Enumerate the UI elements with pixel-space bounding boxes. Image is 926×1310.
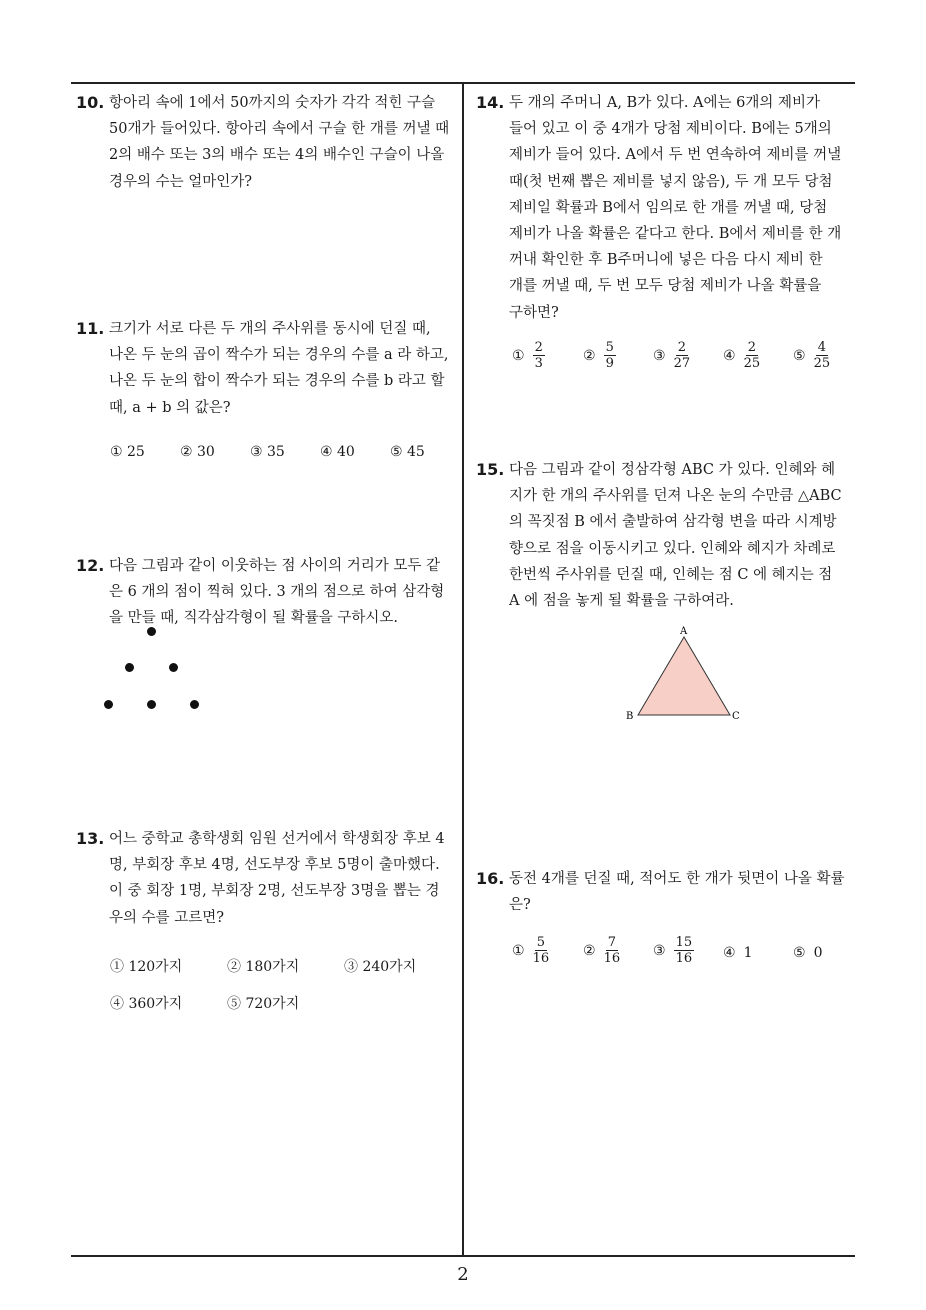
choice-5[interactable]: ⑤ 45 <box>390 444 425 460</box>
question-15 <box>476 457 861 614</box>
choice-3[interactable] <box>653 340 690 371</box>
choice-3[interactable]: ③ 240가지 <box>344 959 417 975</box>
numerator: 2 <box>677 340 686 355</box>
dot <box>169 663 178 672</box>
choice-5[interactable] <box>793 945 822 961</box>
choice-value: 1 <box>743 945 753 961</box>
question-12 <box>76 553 456 632</box>
choice-2[interactable]: ② 180가지 <box>227 959 300 975</box>
question-text: 동전 4개를 던질 때, 적어도 한 개가 뒷면이 나올 확률 은? <box>509 871 845 914</box>
bottom-rule <box>71 1255 855 1257</box>
question-number: 13. <box>76 829 105 848</box>
dot <box>125 663 134 672</box>
dot <box>190 700 199 709</box>
choice-3[interactable] <box>653 935 694 966</box>
denominator: 9 <box>605 356 614 371</box>
vertex-label-b: B <box>626 711 634 722</box>
choice-mark: ③ <box>653 942 666 959</box>
choice-mark: ④ <box>723 347 736 364</box>
question-text: 항아리 속에 1에서 50까지의 숫자가 각각 적힌 구슬 50개가 들어있다. 항아리 속에서 구슬 한 개를 꺼낼 때 2의 배수 또는 3의 배수 또는 4의 배수인 구슬이 나올 경우의 수는 얼마인가? <box>109 95 450 190</box>
choice-4[interactable]: ④ 40 <box>320 444 355 460</box>
choice-2[interactable] <box>583 935 620 966</box>
question-number: 16. <box>476 869 505 888</box>
question-11 <box>76 316 456 421</box>
fraction <box>533 935 550 966</box>
numerator: 4 <box>817 340 826 355</box>
choice-3[interactable]: ③ 35 <box>250 444 285 460</box>
denominator: 16 <box>603 951 621 966</box>
equilateral-triangle <box>638 637 730 715</box>
question-text: 다음 그림과 같이 이웃하는 점 사이의 거리가 모두 같 은 6 개의 점이 찍혀 있다. 3 개의 점으로 하여 삼각형 을 만들 때, 직각삼각형이 될 확률을 구하시오. <box>109 558 445 627</box>
choice-4[interactable]: ④ 360가지 <box>110 996 183 1012</box>
denominator: 3 <box>534 356 543 371</box>
choice-value: 0 <box>813 945 823 961</box>
question-16 <box>476 866 861 918</box>
question-number: 15. <box>476 460 505 479</box>
question-14 <box>476 90 861 326</box>
denominator: 27 <box>673 356 691 371</box>
question-number: 11. <box>76 319 105 338</box>
choice-mark: ⑤ <box>793 945 806 961</box>
question-13 <box>76 826 456 931</box>
choice-4[interactable] <box>723 945 752 961</box>
numerator: 2 <box>747 340 756 355</box>
denominator: 16 <box>675 951 693 966</box>
page-number: 2 <box>457 1264 469 1285</box>
choice-mark: ② <box>583 942 596 959</box>
choice-5[interactable]: ⑤ 720가지 <box>227 996 300 1012</box>
choice-mark: ⑤ <box>793 347 806 364</box>
choice-2[interactable]: ② 30 <box>180 444 215 460</box>
vertex-label-c: C <box>732 711 740 722</box>
choice-1[interactable] <box>512 340 545 371</box>
numerator: 15 <box>675 935 693 950</box>
choice-1[interactable]: ① 120가지 <box>110 959 183 975</box>
question-text: 두 개의 주머니 A, B가 있다. A에는 6개의 제비가 들어 있고 이 중 4개가 당첨 제비이다. B에는 5개의 제비가 들어 있다. A에서 두 번 연속하여 제비를 꺼낼 때(첫 번째 뽑은 제비를 넣지 않음), 두 개 모두 당첨 제비일 확률과 B에서 임의로 한 개를 꺼낼 때, 당첨 제비가 나올 확률은 같다고 한다. B에서 제비를 한 개 꺼내 확인한 후 B주머니에 넣은 다음 다시 제비 한 개를 꺼낼 때, 두 번 모두 당첨 제비가 나올 확률을 구하면? <box>509 95 842 321</box>
numerator: 7 <box>607 935 616 950</box>
fraction <box>533 340 545 371</box>
numerator: 2 <box>534 340 543 355</box>
dot <box>147 627 156 636</box>
choice-4[interactable] <box>723 340 760 371</box>
triangle-figure <box>620 622 750 726</box>
question-number: 10. <box>76 93 105 112</box>
fraction <box>604 340 616 371</box>
dot <box>147 700 156 709</box>
numerator: 5 <box>605 340 614 355</box>
choice-mark: ② <box>583 347 596 364</box>
choice-5[interactable] <box>793 340 830 371</box>
question-10 <box>76 90 456 195</box>
denominator: 16 <box>532 951 550 966</box>
choice-mark: ③ <box>653 347 666 364</box>
choice-1[interactable] <box>512 935 549 966</box>
fraction <box>744 340 761 371</box>
choice-mark: ① <box>512 347 525 364</box>
choice-1[interactable]: ① 25 <box>110 444 145 460</box>
denominator: 25 <box>743 356 761 371</box>
fraction <box>674 935 695 966</box>
fraction <box>674 340 691 371</box>
question-text: 어느 중학교 총학생회 임원 선거에서 학생회장 후보 4 명, 부회장 후보 4명, 선도부장 후보 5명이 출마했다. 이 중 회장 1명, 부회장 2명, 선도부장 3명을 뽑는 경 우의 수를 고르면? <box>109 831 445 926</box>
denominator: 25 <box>813 356 831 371</box>
dot <box>104 700 113 709</box>
question-number: 12. <box>76 556 105 575</box>
fraction <box>814 340 831 371</box>
numerator: 5 <box>536 935 545 950</box>
column-divider <box>462 83 464 1256</box>
question-text: 다음 그림과 같이 정삼각형 ABC 가 있다. 인혜와 혜 지가 한 개의 주사위를 던져 나온 눈의 수만큼 △ABC 의 꼭짓점 B 에서 출발하여 삼각형 변을 따라 시계방 향으로 점을 이동시키고 있다. 인혜와 혜지가 차례로 한번씩 주사위를 던질 때, 인혜는 점 C 에 혜지는 점 A 에 점을 놓게 될 확률을 구하여라. <box>509 462 842 610</box>
choice-mark: ④ <box>723 945 736 961</box>
fraction <box>604 935 621 966</box>
question-text: 크기가 서로 다른 두 개의 주사위를 동시에 던질 때, 나온 두 눈의 곱이 짝수가 되는 경우의 수를 a 라 하고, 나온 두 눈의 합이 짝수가 되는 경우의 수를 b 라고 할 때, a + b 의 값은? <box>109 321 449 416</box>
vertex-label-a: A <box>680 626 688 637</box>
choice-mark: ① <box>512 942 525 959</box>
question-number: 14. <box>476 93 505 112</box>
choice-2[interactable] <box>583 340 616 371</box>
